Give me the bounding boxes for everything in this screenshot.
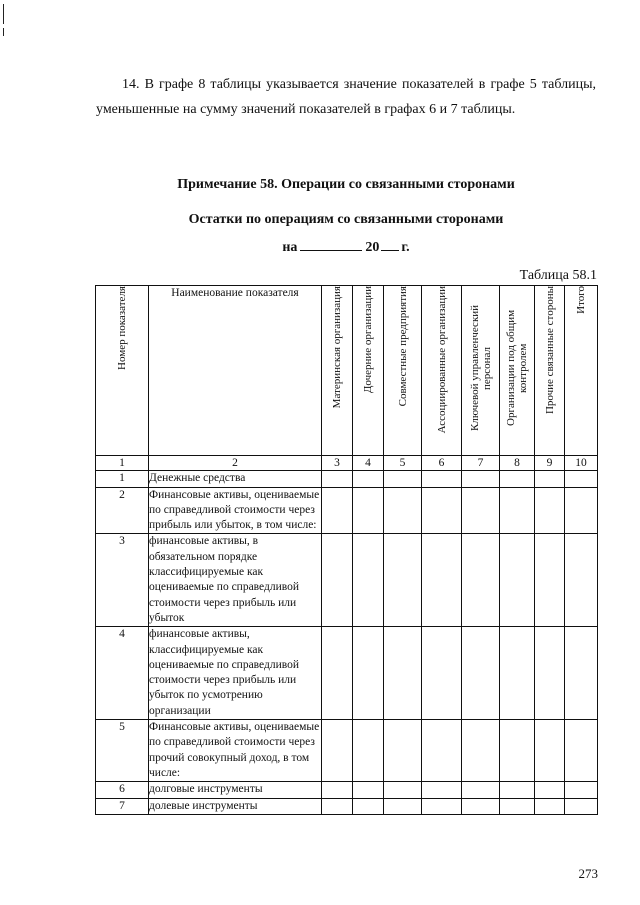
value-cell [500, 534, 535, 627]
column-header-label: Дочерние организации [362, 286, 374, 394]
value-cell [353, 782, 384, 798]
value-cell [565, 798, 598, 814]
row-name-cell: Финансовые активы, оцениваемые по справедливой стоимости через прибыль или убыток, в том числе: [149, 487, 322, 534]
value-cell [462, 798, 500, 814]
column-number-cell: 3 [322, 456, 353, 471]
value-cell [422, 720, 462, 782]
column-number-cell: 5 [384, 456, 422, 471]
value-cell [535, 720, 565, 782]
value-cell [353, 720, 384, 782]
value-cell [535, 471, 565, 487]
value-cell [462, 720, 500, 782]
column-header [149, 286, 322, 456]
value-cell [422, 782, 462, 798]
value-cell [384, 782, 422, 798]
value-cell [353, 798, 384, 814]
column-number-cell: 2 [149, 456, 322, 471]
table-label: Таблица 58.1 [519, 268, 597, 283]
value-cell [462, 782, 500, 798]
row-number-cell: 6 [96, 782, 149, 798]
value-cell [462, 471, 500, 487]
value-cell [500, 782, 535, 798]
value-cell [353, 627, 384, 720]
table-row [96, 798, 598, 814]
value-cell [422, 798, 462, 814]
date-suffix: г. [401, 240, 410, 255]
date-line [90, 238, 602, 256]
value-cell [535, 798, 565, 814]
column-numbers-row [96, 456, 598, 471]
value-cell [384, 720, 422, 782]
table-body [96, 456, 598, 815]
value-cell [322, 720, 353, 782]
column-number-cell: 6 [422, 456, 462, 471]
instruction-paragraph: 14. В графе 8 таблицы указывается значение показателей в графе 5 таблицы, уменьшенные на сумму значений показателей в графах 6 и 7 таблицы. [96, 77, 596, 117]
value-cell [322, 487, 353, 534]
page-number: 273 [578, 866, 598, 881]
value-cell [322, 782, 353, 798]
row-name-cell: Денежные средства [149, 471, 322, 487]
value-cell [565, 627, 598, 720]
value-cell [565, 720, 598, 782]
column-header-label: Итого [575, 286, 587, 314]
value-cell [422, 471, 462, 487]
value-cell [535, 782, 565, 798]
table-row [96, 627, 598, 720]
date-prefix: на [282, 240, 298, 255]
value-cell [353, 534, 384, 627]
value-cell [422, 627, 462, 720]
table-subtitle: Остатки по операциям со связанными сторонами [188, 212, 504, 227]
value-cell [565, 534, 598, 627]
value-cell [462, 534, 500, 627]
column-header [384, 286, 422, 456]
table-row [96, 534, 598, 627]
value-cell [353, 487, 384, 534]
value-cell [322, 471, 353, 487]
column-header-label: Организации под общим контролем [505, 309, 529, 427]
value-cell [500, 627, 535, 720]
column-number-cell: 7 [462, 456, 500, 471]
row-number-cell: 2 [96, 487, 149, 534]
value-cell [462, 627, 500, 720]
column-header [535, 286, 565, 456]
column-number-cell: 10 [565, 456, 598, 471]
table-row [96, 720, 598, 782]
column-header-label: Прочие связанные стороны [543, 286, 556, 415]
row-number-cell: 4 [96, 627, 149, 720]
value-cell [500, 471, 535, 487]
column-header-label: Ассоциированные организации [435, 286, 448, 434]
value-cell [535, 487, 565, 534]
value-cell [565, 471, 598, 487]
column-header-label: Совместные предприятия [396, 286, 409, 407]
column-number-cell: 1 [96, 456, 149, 471]
column-header [462, 286, 500, 456]
column-header [422, 286, 462, 456]
value-cell [384, 627, 422, 720]
value-cell [422, 487, 462, 534]
column-header [353, 286, 384, 456]
column-header-label: Материнская организация [331, 286, 343, 409]
date-middle: 20 [365, 240, 380, 255]
column-number-cell: 8 [500, 456, 535, 471]
value-cell [384, 798, 422, 814]
value-cell [500, 487, 535, 534]
date-blank-field [300, 238, 362, 251]
value-cell [535, 534, 565, 627]
value-cell [353, 471, 384, 487]
note-title: Примечание 58. Операции со связанными сторонами [177, 177, 515, 192]
row-number-cell: 1 [96, 471, 149, 487]
value-cell [384, 534, 422, 627]
column-header-label: Ключевой управленческий персонал [468, 304, 493, 432]
row-number-cell: 3 [96, 534, 149, 627]
value-cell [384, 471, 422, 487]
related-parties-table [95, 285, 598, 815]
header-row [96, 286, 598, 456]
value-cell [500, 798, 535, 814]
table-row [96, 471, 598, 487]
value-cell [565, 782, 598, 798]
column-header [96, 286, 149, 456]
column-header [565, 286, 598, 456]
value-cell [384, 487, 422, 534]
row-number-cell: 7 [96, 798, 149, 814]
table-row [96, 487, 598, 534]
row-name-cell: долговые инструменты [149, 782, 322, 798]
value-cell [535, 627, 565, 720]
row-name-cell: долевые инструменты [149, 798, 322, 814]
column-number-cell: 9 [535, 456, 565, 471]
table-header [96, 286, 598, 456]
column-header [500, 286, 535, 456]
year-blank-field [381, 238, 399, 251]
value-cell [422, 534, 462, 627]
scan-edge-mark [3, 28, 4, 36]
column-header-label: Номер показателя [116, 286, 128, 370]
value-cell [322, 534, 353, 627]
scan-edge-mark [3, 4, 4, 24]
column-number-cell: 4 [353, 456, 384, 471]
column-header-label: Наименование показателя [171, 287, 299, 299]
value-cell [565, 487, 598, 534]
value-cell [322, 627, 353, 720]
value-cell [322, 798, 353, 814]
row-number-cell: 5 [96, 720, 149, 782]
column-header [322, 286, 353, 456]
value-cell [500, 720, 535, 782]
value-cell [462, 487, 500, 534]
table-row [96, 782, 598, 798]
row-name-cell: Финансовые активы, оцениваемые по справедливой стоимости через прочий совокупный доход, в том числе: [149, 720, 322, 782]
row-name-cell: финансовые активы, в обязательном порядке классифицируемые как оцениваемые по справедливой стоимости через прибыль или убыток [149, 534, 322, 627]
row-name-cell: финансовые активы, классифицируемые как оцениваемые по справедливой стоимости через прибыль или убыток по усмотрению организации [149, 627, 322, 720]
